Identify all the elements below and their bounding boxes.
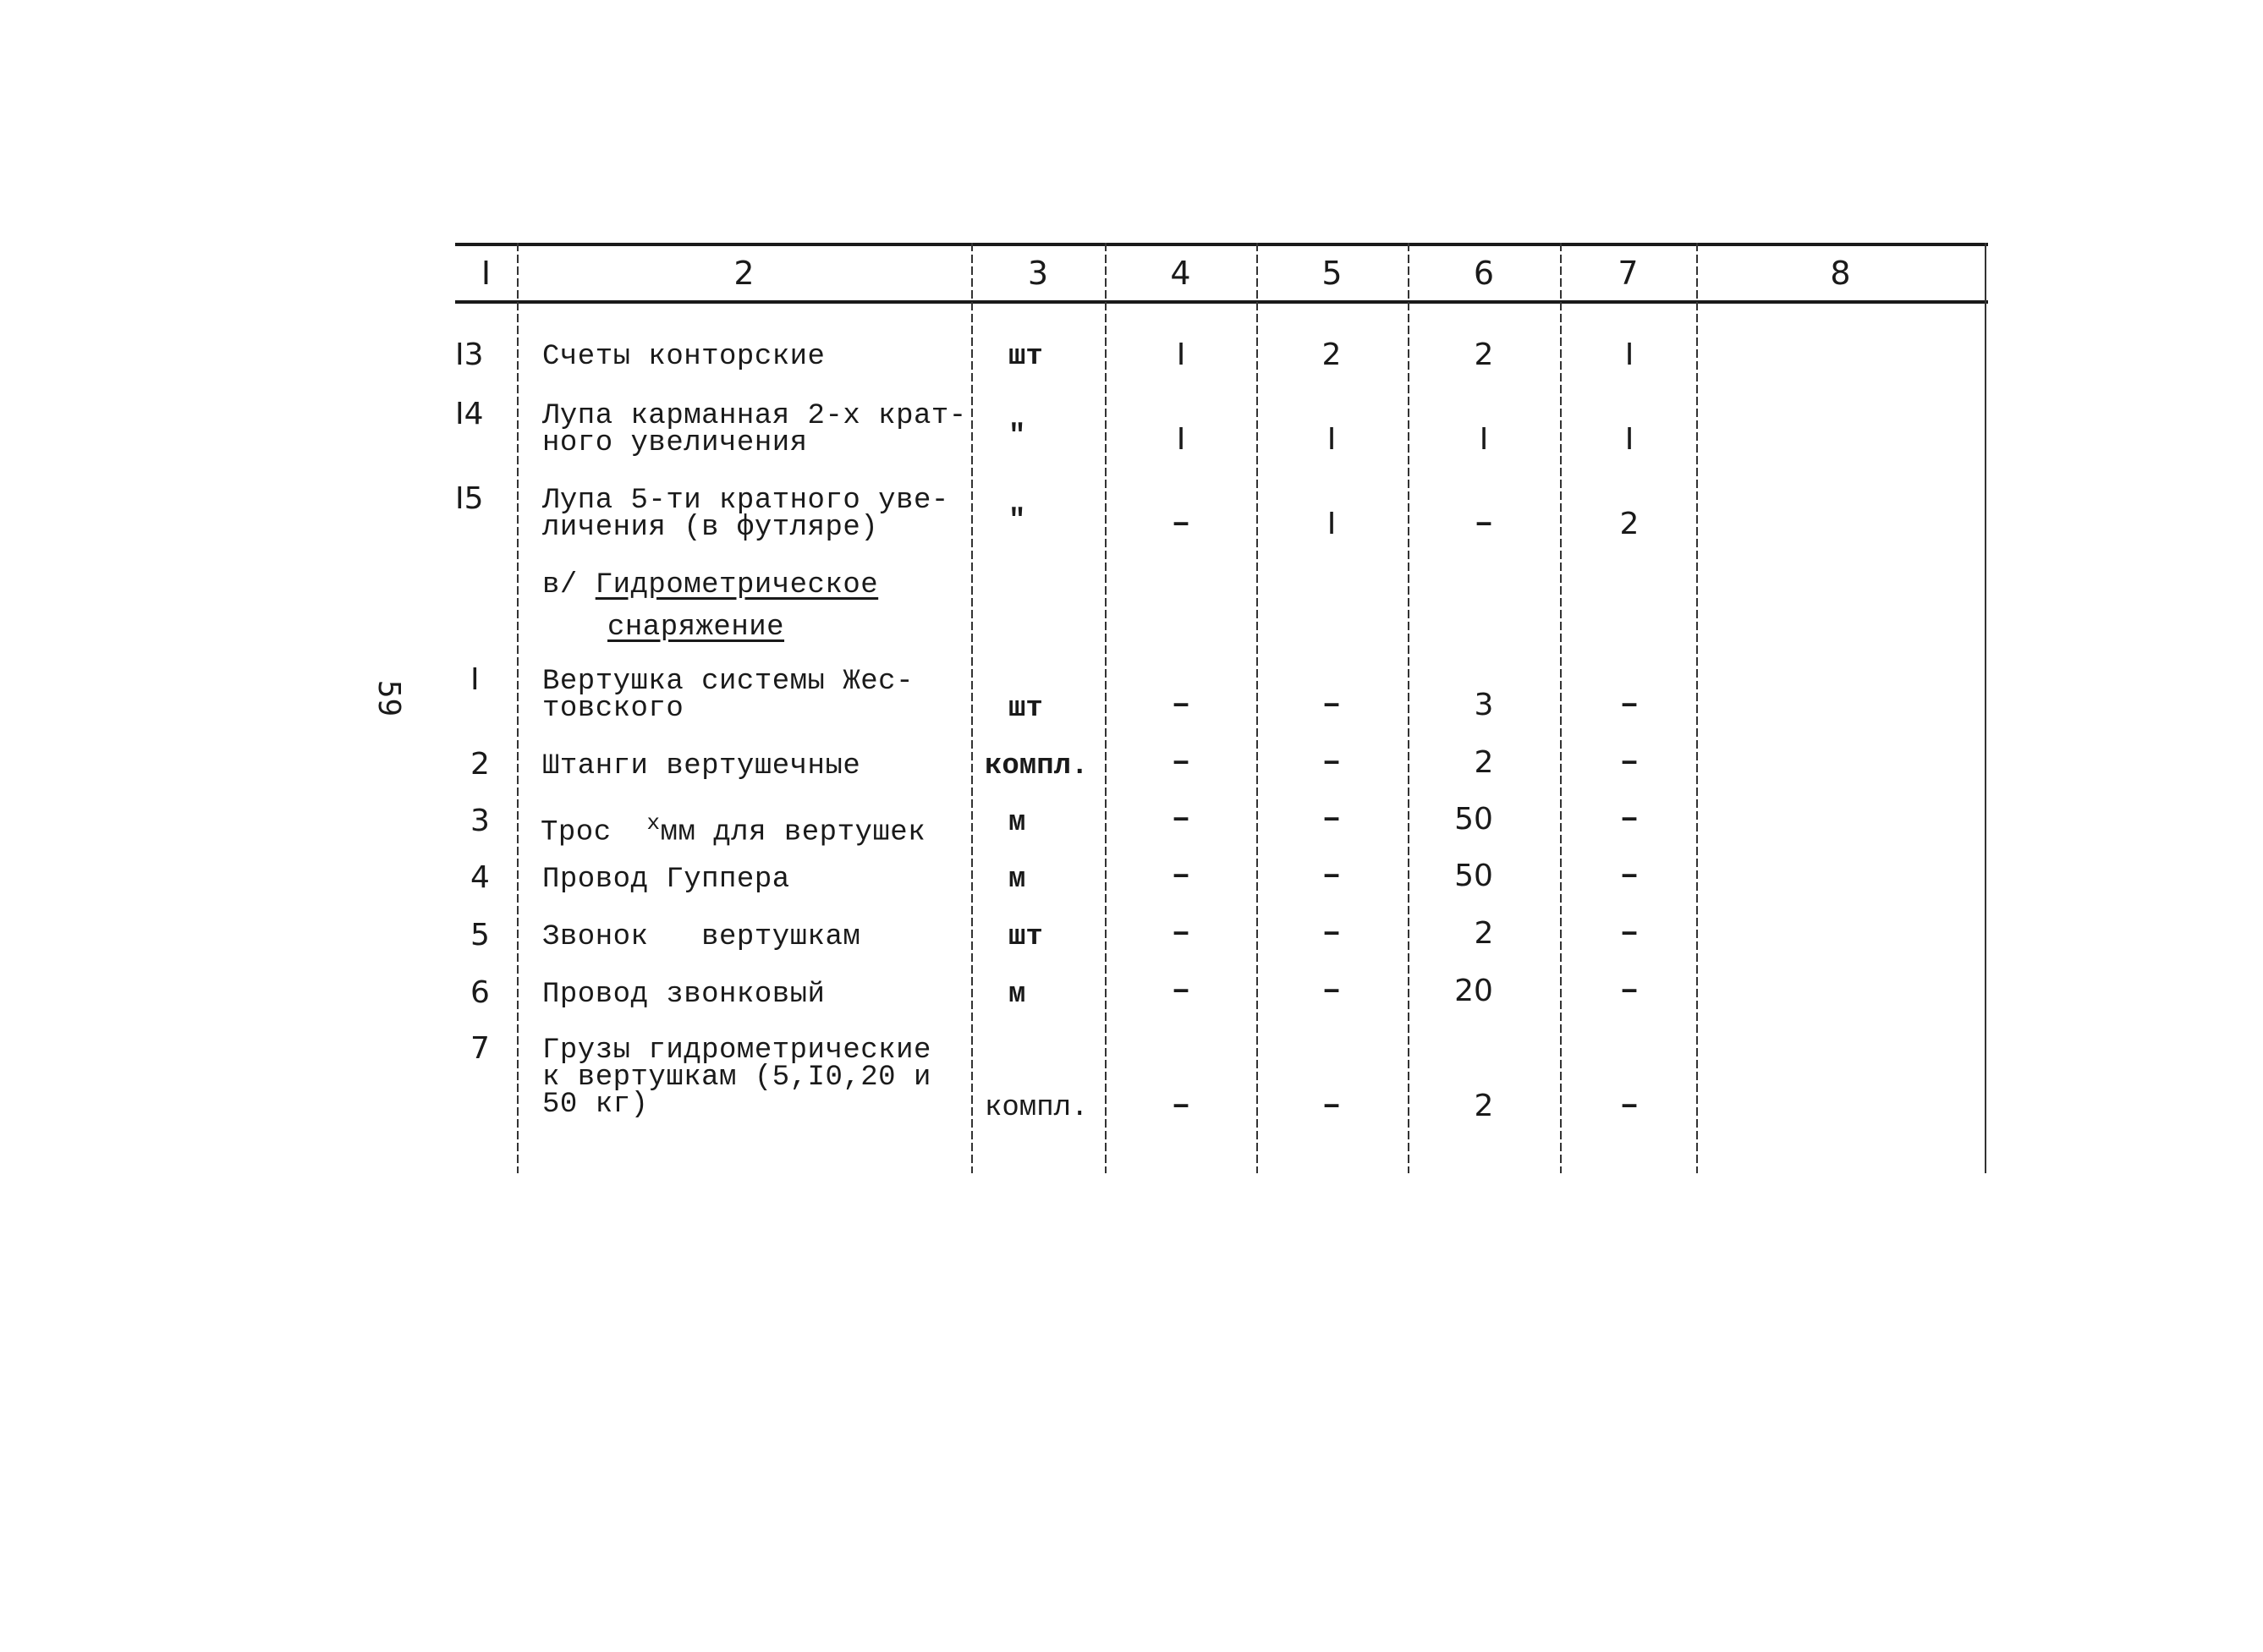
item-name <box>541 809 926 847</box>
qty-col-4: I <box>1176 338 1186 372</box>
section-title-line-1: Гидрометрическое <box>595 569 879 601</box>
qty-col-6: 50 <box>1454 859 1493 893</box>
row-number: I <box>470 662 480 697</box>
header-col-4: 4 <box>1170 255 1191 292</box>
header-col-8: 8 <box>1830 255 1851 292</box>
item-name-line-1: Грузы гидрометрические <box>542 1035 931 1067</box>
qty-col-5: – <box>1321 801 1342 837</box>
header-bottom-rule <box>455 300 1988 304</box>
qty-col-4: – <box>1171 1088 1191 1124</box>
item-name-line-1: Лупа карманная 2-х крат- <box>542 400 967 432</box>
row-number: 6 <box>470 975 490 1010</box>
row-number: 4 <box>470 860 490 895</box>
qty-col-4: – <box>1171 973 1191 1009</box>
table-right-border <box>1985 243 1986 1173</box>
col-divider-6 <box>1560 243 1562 1173</box>
header-col-5: 5 <box>1321 255 1343 292</box>
col-divider-1 <box>517 243 519 1173</box>
item-name-line-3: 50 кг) <box>542 1089 649 1121</box>
qty-col-7: – <box>1619 801 1640 837</box>
col-divider-2 <box>971 243 973 1173</box>
col-divider-5 <box>1408 243 1409 1173</box>
qty-col-4: I <box>1176 422 1186 457</box>
item-unit: м <box>1008 807 1026 839</box>
row-number: I4 <box>455 397 484 431</box>
item-name-superscript: x <box>646 810 661 836</box>
page-number: 59 <box>371 679 407 717</box>
qty-col-5: – <box>1321 858 1342 894</box>
item-name-line-1: Вертушка системы Жес- <box>542 666 914 698</box>
qty-col-6: I <box>1479 422 1489 457</box>
item-unit: м <box>1008 979 1026 1011</box>
qty-col-7: – <box>1619 687 1640 723</box>
qty-col-4: – <box>1171 506 1191 542</box>
qty-col-4: – <box>1171 687 1191 723</box>
col-divider-3 <box>1105 243 1107 1173</box>
row-number: 3 <box>470 804 490 838</box>
qty-col-7: – <box>1619 973 1640 1009</box>
qty-col-5: I <box>1326 507 1337 541</box>
item-unit: компл. <box>985 750 1089 782</box>
item-name-line-2: личения (в футляре) <box>542 512 879 544</box>
item-name: Звонок вертушкам <box>542 921 861 953</box>
header-col-7: 7 <box>1618 255 1639 292</box>
qty-col-7: – <box>1619 744 1640 781</box>
qty-col-4: – <box>1171 744 1191 781</box>
header-col-6: 6 <box>1473 255 1495 292</box>
header-col-1: I <box>481 255 492 292</box>
item-name-line-2: товского <box>542 693 684 725</box>
row-number: I3 <box>455 338 484 372</box>
item-name: Штанги вертушечные <box>542 750 861 782</box>
item-name: Провод Гуппера <box>542 864 790 896</box>
qty-col-4: – <box>1171 858 1191 894</box>
qty-col-5: 2 <box>1321 338 1342 372</box>
qty-col-6: 20 <box>1454 974 1493 1008</box>
col-divider-4 <box>1256 243 1258 1173</box>
qty-col-7: – <box>1619 1088 1640 1124</box>
item-unit: " <box>1008 505 1026 537</box>
item-name-prefix: Трос <box>541 816 612 849</box>
row-number: 7 <box>470 1031 490 1066</box>
section-prefix: в/ <box>542 569 578 601</box>
qty-col-6: 2 <box>1474 745 1494 780</box>
item-name-suffix: мм для вертушек <box>660 816 926 849</box>
item-unit: шт <box>1008 341 1043 373</box>
equipment-table <box>455 243 1988 1173</box>
item-name: Счеты конторские <box>542 341 826 373</box>
row-number: 5 <box>470 918 490 952</box>
qty-col-6: – <box>1474 506 1494 542</box>
section-heading <box>542 571 878 600</box>
item-name-line-2: к вертушкам (5,I0,20 и <box>542 1062 931 1094</box>
header-col-3: 3 <box>1027 255 1049 292</box>
qty-col-4: – <box>1171 915 1191 952</box>
qty-col-5: I <box>1326 422 1337 457</box>
item-unit: " <box>1008 420 1026 453</box>
qty-col-7: I <box>1624 338 1634 372</box>
section-title-line-2: снаряжение <box>607 612 785 644</box>
qty-col-5: – <box>1321 1088 1342 1124</box>
qty-col-4: – <box>1171 801 1191 837</box>
item-unit: шт <box>1008 921 1043 953</box>
qty-col-5: – <box>1321 687 1342 723</box>
header-col-2: 2 <box>733 255 755 292</box>
row-number: 2 <box>470 747 490 782</box>
item-name: Провод звонковый <box>542 979 826 1011</box>
item-name-line-2: ного увеличения <box>542 427 808 459</box>
table-top-rule <box>455 243 1988 246</box>
qty-col-6: 50 <box>1454 802 1493 837</box>
row-number: I5 <box>455 481 484 516</box>
col-divider-7 <box>1696 243 1698 1173</box>
qty-col-5: – <box>1321 744 1342 781</box>
item-unit: компл. <box>985 1092 1089 1124</box>
qty-col-5: – <box>1321 915 1342 952</box>
item-unit: шт <box>1008 693 1043 725</box>
item-name-line-1: Лупа 5-ти кратного уве- <box>542 485 949 517</box>
qty-col-6: 2 <box>1474 1089 1494 1123</box>
qty-col-5: – <box>1321 973 1342 1009</box>
qty-col-7: – <box>1619 858 1640 894</box>
qty-col-6: 2 <box>1474 338 1494 372</box>
qty-col-7: I <box>1624 422 1634 457</box>
qty-col-6: 3 <box>1474 688 1494 722</box>
qty-col-7: – <box>1619 915 1640 952</box>
qty-col-6: 2 <box>1474 916 1494 951</box>
item-unit: м <box>1008 864 1026 896</box>
qty-col-7: 2 <box>1619 507 1640 541</box>
